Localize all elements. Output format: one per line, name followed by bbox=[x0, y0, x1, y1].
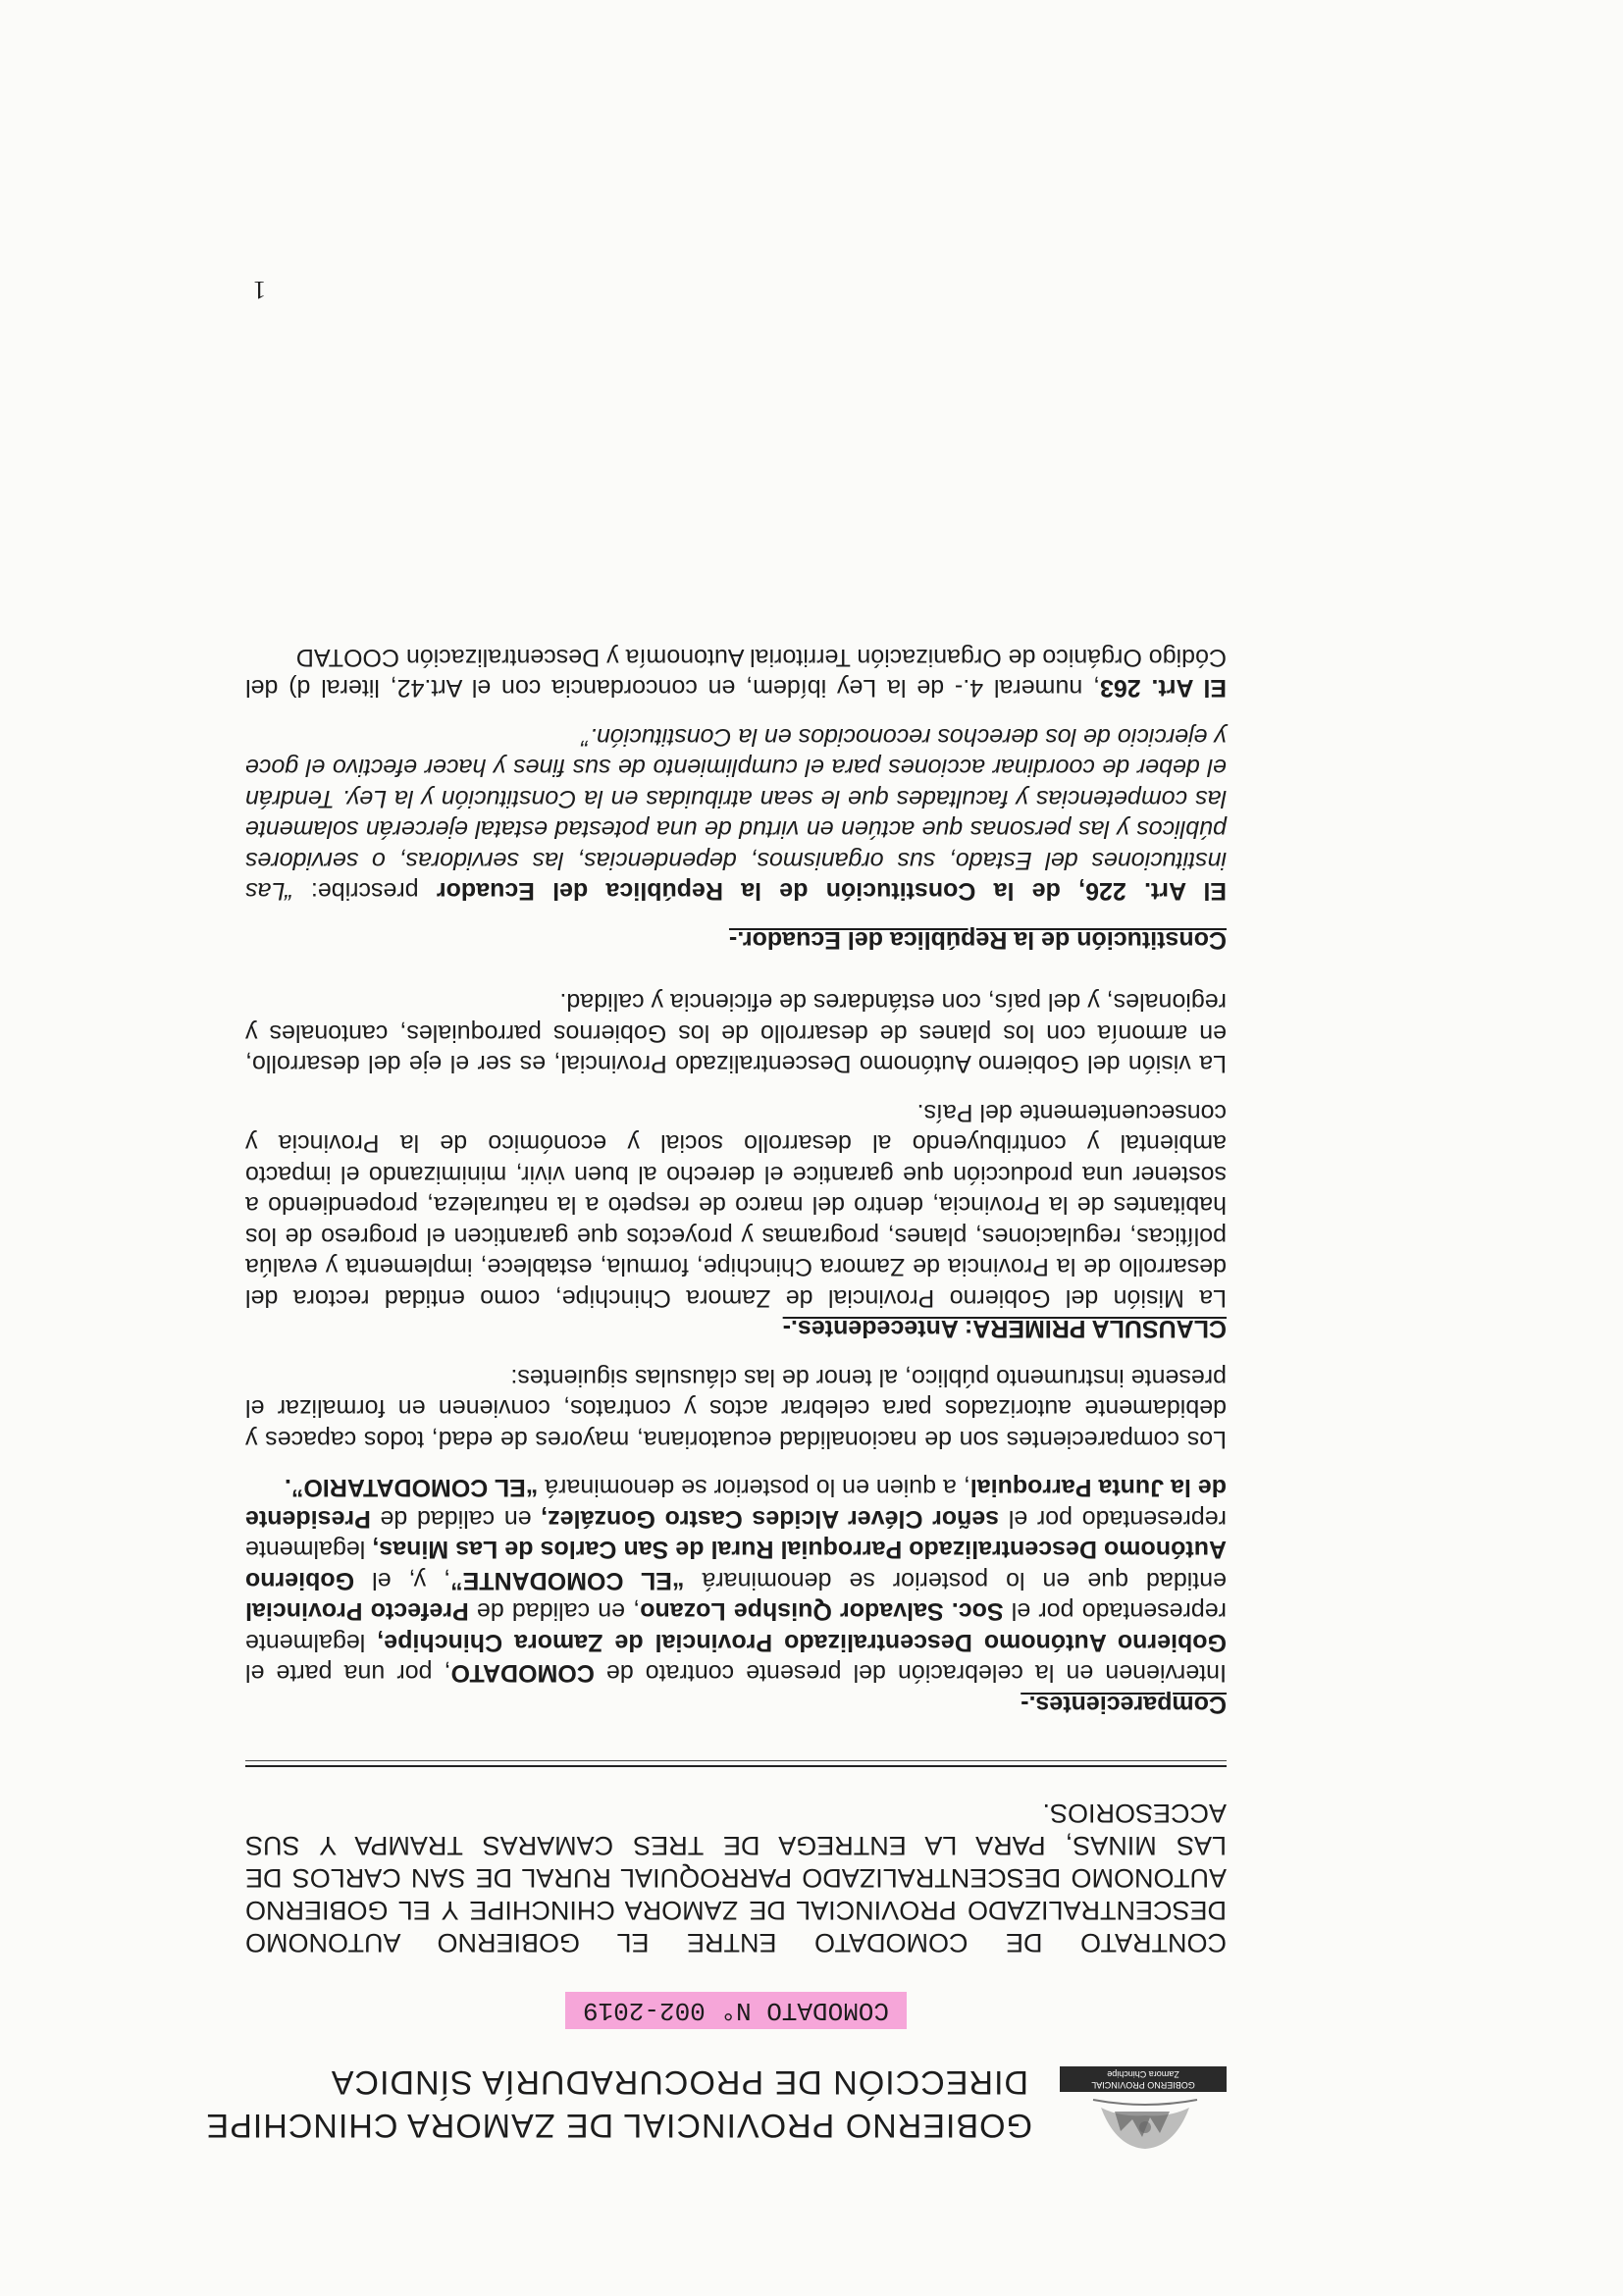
department-name: DIRECCIÓN DE PROCURADURÍA SÍNDICA bbox=[330, 2063, 1028, 2101]
page-number: 1 bbox=[253, 276, 266, 304]
provincial-logo bbox=[1060, 2049, 1227, 2157]
logo-emblem-icon bbox=[1091, 2094, 1199, 2157]
section-heading-comparecientes: Comparecientes.- bbox=[1021, 1691, 1227, 1718]
paragraph-mision: La Misión del Gobierno Provincial de Zamora Chinchipe, como entidad rectora del desarrollo de la Provincia de Zamora Chinchipe, formula, establece, implementa y evalúa políticas, regulaciones, planes, programas y proyectos que garanticen el progreso de los habitantes de la Provincia, dentro del marco de respeto a la naturaleza, propendiendo a sostener una producción que garantice el derecho al buen vivir, minimizando el impacto ambiental y contribuyendo al desarrollo social y económico de la Provincia y consecuentemente del País. bbox=[245, 1099, 1227, 1312]
logo-caption: GOBIERNO PROVINCIAL Zamora Chinchipe bbox=[1060, 2066, 1227, 2092]
organization-name: GOBIERNO PROVINCIAL DE ZAMORA CHINCHIPE bbox=[205, 2107, 1032, 2144]
paragraph-comparecientes-2: Los comparecientes son de nacionalidad ecuatoriana, mayores de edad, todos capaces y debidamente autorizados para celebrar actos y contratos, convienen en formalizar el presente instrumento público, al tenor de las cláusulas siguientes: bbox=[245, 1364, 1227, 1453]
section-heading-clausula-primera: CLAUSULA PRIMERA: Antecedentes.- bbox=[782, 1315, 1227, 1343]
section-heading-constitucion: Constitución de la República del Ecuador.- bbox=[728, 926, 1227, 954]
paragraph-art-263: El Art. 263, numeral 4.- de la Ley ibídem, en concordancia con el Art.42, literal d) del Código Orgánico de Organización Territorial Autonomía y Descentralización COOTAD bbox=[245, 644, 1227, 703]
letterhead bbox=[205, 2035, 1227, 2182]
paragraph-art-226: El Art. 226, de la Constitución de la República del Ecuador prescribe: “Las instituciones del Estado, sus organismos, dependencias, las servidoras, o servidores públicos y las personas que actúen en virtud de una potestad estatal ejercerán solamente las competencias y facultades que le sean atribuidas en la Constitución y la Ley. Tendrán el deber de coordinar acciones para el cumplimiento de sus fines y hacer efectivo el goce y ejercicio de los derechos reconocidos en la Constitución.” bbox=[245, 723, 1227, 906]
contract-reference-stamp: COMODATO N° 002-2019 bbox=[565, 1992, 907, 2029]
contract-title: CONTRATO DE COMODATO ENTRE EL GOBIERNO AUTONOMO DESCENTRALIZADO PROVINCIAL DE ZAMORA CHINCHIPE Y EL GOBIERNO AUTONOMO DESCENTRALIZADO PARROQUIAL RURAL DE SAN CARLOS DE LAS MINAS, PARA LA ENTREGA DE TRES CAMARAS TRAMPA Y SUS ACCESORIOS. bbox=[245, 1799, 1227, 1957]
paragraph-vision: La visión del Gobierno Autónomo Descentralizado Provincial, es ser el eje del desarrollo, en armonía con los planes de desarrollo de los Gobiernos parroquiales, cantonales y regionales, y del país, con estándares de eficiencia y calidad. bbox=[245, 988, 1227, 1078]
divider bbox=[245, 1760, 1227, 1767]
document-body bbox=[205, 276, 1227, 2183]
paragraph-comparecientes-1: Intervienen en la celebración del presente contrato de COMODATO, por una parte el Gobierno Autónomo Descentralizado Provincial de Zamora Chinchipe, legalmente representado por el Soc. Salvador Quishpe Lozano, en calidad de Prefecto Provincial entidad que en lo posterior se denominará “EL COMODANTE”, y, el Gobierno Autónomo Descentralizado Parroquial Rural de San Carlos de Las Minas, legalmente representado por el señor Cléver Alcides Castro González, en calidad de Presidente de la Junta Parroquial, a quien en lo posterior se denominará “EL COMODATARIO”. bbox=[245, 1474, 1227, 1688]
